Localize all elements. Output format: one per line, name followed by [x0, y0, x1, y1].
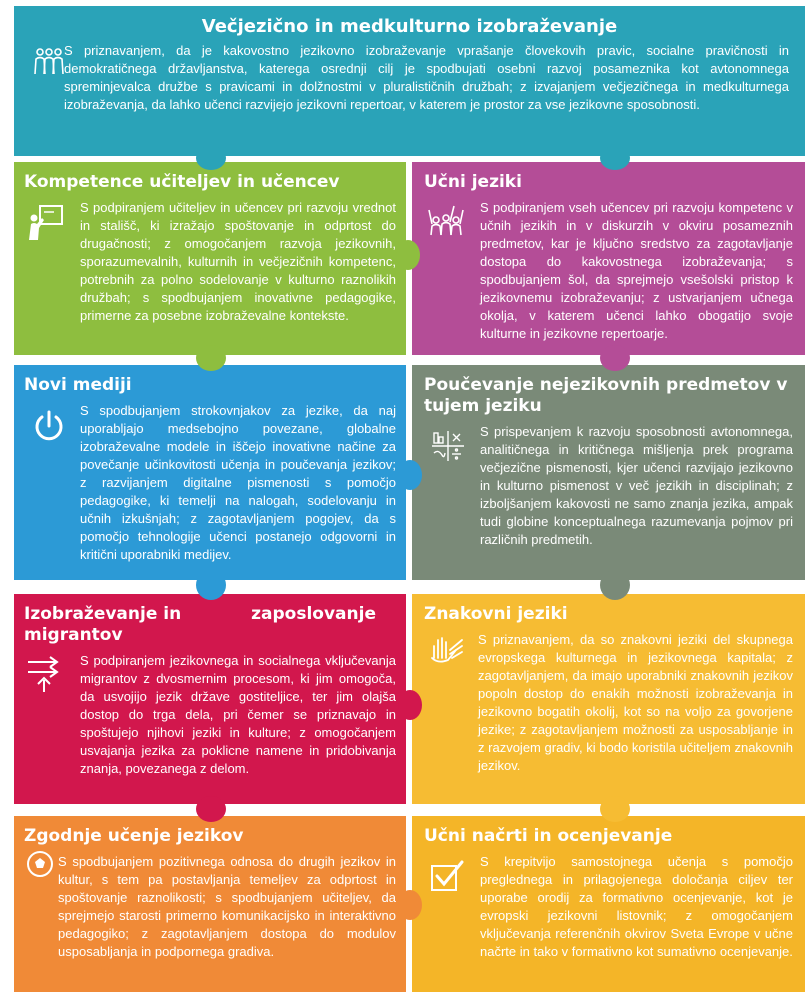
people-icon — [32, 46, 66, 76]
puzzle-knob — [600, 570, 630, 600]
tile-title-left: Izobraževanje in — [24, 604, 182, 624]
puzzle-knob — [196, 345, 226, 371]
teacher-board-icon — [26, 202, 66, 242]
tile-title: Poučevanje nejezikovnih predmetov v tujem jeziku — [424, 375, 788, 416]
tile-title: Večjezično in medkulturno izobraževanje — [201, 16, 618, 37]
tile-curricula-assessment — [412, 816, 805, 992]
tile-early-learning — [14, 816, 406, 992]
subjects-grid-icon — [430, 429, 466, 463]
hands-icon — [428, 628, 466, 666]
puzzle-knob — [196, 570, 226, 600]
tile-title — [24, 604, 396, 625]
tile-teacher-competences — [14, 162, 406, 355]
tile-title: Znakovni jeziki — [424, 604, 568, 624]
tile-body: S krepitvijo samostojnega učenja s pomočjo preglednega in prilagojenega določanja ciljev ter uporabe orodij za formativno ocenjevanje, kot je evropski jezikovni listovnik; z omogočanjem vključevanja referenčnih okvirov Sveta Evrope v učne načrte in tako v formativno kot sumativno ocenjevanje. — [480, 854, 793, 959]
tile-body: S podpiranjem jezikovnega in socialnega vključevanja migrantov z dvosmernim procesom, ki jim omogoča, da usvojijo jezik države gostiteljice, ter jim olajša dostop do trga dela, pri čemer se priznavajo in spoštujejo njihovi jeziki in kulture; z omogočanjem usvajanja jezika za poklicne namene in pridobivanja znanja, povezanega z delom. — [80, 653, 396, 776]
puzzle-knob — [600, 345, 630, 371]
tile-title: Učni jeziki — [424, 172, 522, 192]
tile-sign-languages — [412, 594, 805, 804]
puzzle-knob — [196, 146, 226, 170]
tile-body: S podpiranjem učiteljev in učencev pri razvoju vrednot in stališč, ki izražajo spoštovanje in odprtost do drugačnosti; z omogočanjem razvoja jezikovnih, sporazumevalnih, kulturnih in večjezičnih kompetenc, potrebnih za polno sodelovanje v kulturno raznolikih družbah; s spodbujanjem inovativne pedagogike, primerne za posebne izobraževalne kontekste. — [80, 200, 396, 323]
puzzle-knob — [398, 690, 422, 720]
power-icon — [32, 409, 66, 443]
checkbox-icon — [430, 858, 466, 892]
tile-body: S priznavanjem, da je kakovostno jezikovno izobraževanje vprašanje človekovih pravic, socialne pravičnosti in demokratičnega državljanstva, katerega osrednji cilj je spodbujati osebni razvoj posameznika kot avtonomnega spreminjevalca družbe s pravicami in dolžnostmi v pluralističnih družbah; z izvajanjem večjezičnega in medkulturnega izobraževanja, da lahko učenci razvijejo jezikovni repertoar, v katerem je prostor za vse jezikovne sposobnosti. — [64, 43, 789, 112]
tile-title-right: zaposlovanje — [251, 604, 376, 624]
tile-title: Kompetence učiteljev in učencev — [24, 172, 340, 192]
puzzle-knob — [396, 240, 420, 270]
tile-title-line2: migrantov — [24, 625, 123, 645]
tile-non-language-subjects — [412, 365, 805, 580]
tile-languages-of-schooling — [412, 162, 805, 355]
tile-migrants — [14, 594, 406, 804]
tile-title: Učni načrti in ocenjevanje — [424, 826, 673, 846]
tile-multilingual-education — [14, 6, 805, 156]
tile-title: Novi mediji — [24, 375, 132, 395]
tile-body: S podpiranjem vseh učencev pri razvoju kompetenc v učnih jezikih in v diskurzih v okviru posameznih predmetov, kar je ključno sredstvo za zagotavljanje dostopa do kakovostnega izobraževanja; s spodbujanjem šol, da sprejmejo vsešolski pristop k jezikovnemu izobraževanju; z ustvarjanjem učnega okolja, v katerem učenci lahko obogatijo svoje kulturne in jezikovne repertoarje. — [480, 200, 793, 341]
tile-new-media — [14, 365, 406, 580]
puzzle-knob — [398, 460, 422, 490]
raised-hands-icon — [426, 202, 466, 236]
puzzle-knob — [398, 890, 422, 920]
tile-body: S spodbujanjem strokovnjakov za jezike, da naj uporabljajo medsebojno povezane, globalne izobraževalne modele in iščejo inovativne načine za povečanje učinkovitosti učenja in poučevanja jezikov; z razvijanjem digitalne pismenosti s pomočjo pedagogike, ki temelji na nalogah, sodelovanju in učnih izkušnjah; z zagotavljanjem pogojev, da s pomočjo tehnologije učenci postanejo odgovorni in kritični uporabniki medijev. — [80, 403, 396, 562]
puzzle-knob — [196, 796, 226, 822]
tile-title: Zgodnje učenje jezikov — [24, 826, 244, 846]
tile-body: S priznavanjem, da so znakovni jeziki del skupnega evropskega kulturnega in jezikovnega kapitala; z zagotavljanjem, da imajo uporabniki znakovnih jezikov popoln dostop do enakih možnosti izobraževanja in jezikovno bogatih okolij, kot so na voljo za govorjene jezike; z zagotavljanjem možnosti za usposabljanje in z razvojem gradiv, ki bodo koristila učiteljem znakovnih jezikov. — [478, 632, 793, 773]
tile-body: S spodbujanjem pozitivnega odnosa do drugih jezikov in kultur, s tem pa postavljanja temeljev za odprtost in spoštovanje raznolikosti; s spodbujanjem učiteljev, da sprejmejo starosti primerno komunikacijsko in interaktivno pedagogiko; z zagotavljanjem dostopa do modulov usposabljanja in podpornega gradiva. — [58, 854, 396, 959]
ball-icon — [26, 850, 54, 878]
puzzle-knob — [600, 146, 630, 170]
arrows-icon — [26, 654, 66, 694]
puzzle-knob — [600, 796, 630, 822]
tile-body: S prispevanjem k razvoju sposobnosti avtonomnega, analitičnega in kritičnega mišljenja prek programa večjezične pismenosti, kjer učenci razvijajo jezikovno in kulturno pismenost v več jezikih in disciplinah; z izboljšanjem kakovosti ne samo znanja jezika, ampak tudi globine konceptualnega razumevanja pojmov pri različnih predmetih. — [480, 424, 793, 547]
